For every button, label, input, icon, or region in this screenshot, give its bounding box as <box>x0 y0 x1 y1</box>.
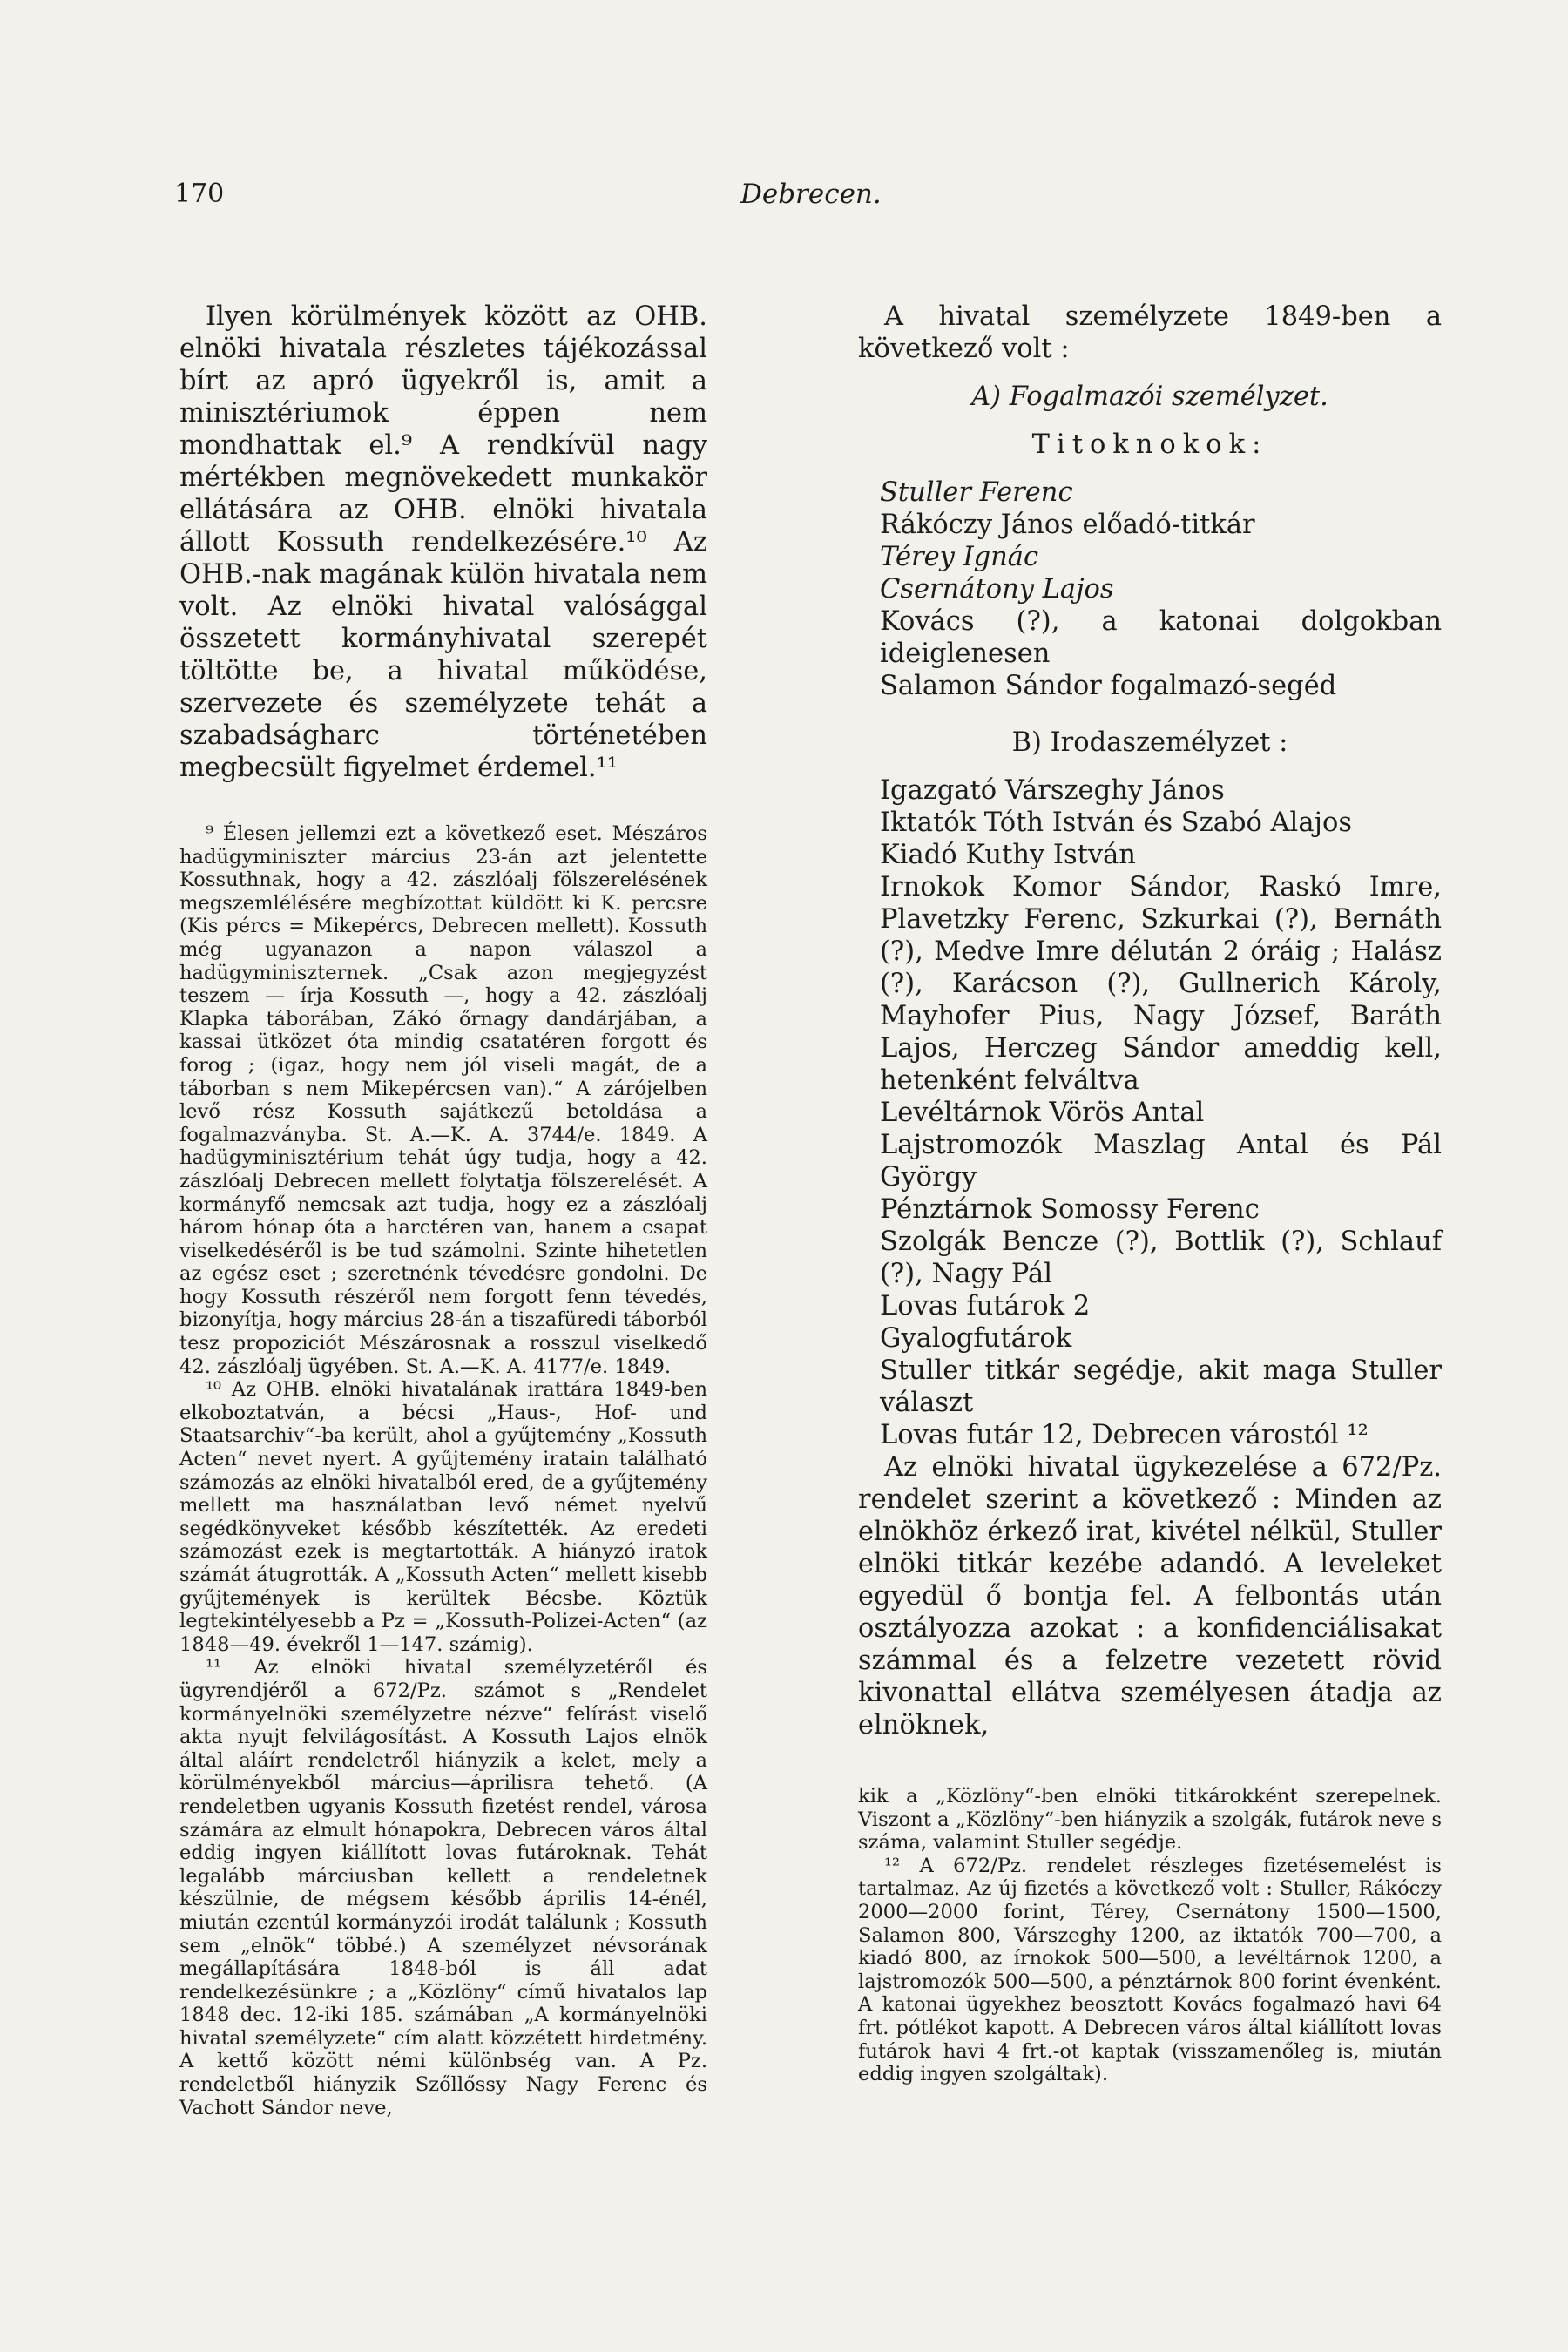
staff-intro: A hivatal személyzete 1849-ben a következő volt : <box>858 301 1442 364</box>
office-entry: Levéltárnok Vörös Antal <box>880 1098 1205 1128</box>
footnote-9: ⁹ Élesen jellemzi ezt a következő eset. Mészáros hadügyminiszter március 23-án azt jelentette Kossuthnak, hogy a 42. zászlóalj fölszerelésének megszemlélésére megbízottat küldött ki K. percsre (Kis pércs = Mikepércs, Debrecen mellett). Kossuth még ugyanazon a napon válaszol a hadügyminiszternek. „Csak azon megjegyzést teszem — írja Kossuth —, hogy a 42. zászlóalj Klapka táborában, Zákó őrnagy dandárjában, a kassai ütközet óta mindig csatatéren forgott és forog ; (igaz, hogy nem jól viseli magát, de a táborban s nem Mikepércsen van).“ A zárójelben levő rész Kossuth sajátkezű betoldása a fogalmazványba. St. A.—K. A. 3744/e. 1849. A hadügyminisztérium tehát úgy tudja, hogy a 42. zászlóalj Debrecen mellett folytatja fölszerelését. A kormányfő nemcsak azt tudja, hogy ez a zászlóalj három hónap óta a harctéren van, hanem a csapat viselkedéséről is be tud számolni. Szinte hihetetlen az egész eset ; szeretnénk tévedésre gondolni. De hogy Kossuth részéről nem forgott fenn tévedés, bizonyítja, hogy március 28-án a tiszafüredi táborból tesz propoziciót Mészárosnak a rosszul viselkedő 42. zászlóalj ügyében. St. A.—K. A. 4177/e. 1849. <box>179 822 707 1378</box>
left-column <box>179 301 707 2119</box>
office-entry: Lovas futárok 2 <box>880 1291 1091 1321</box>
section-a-list <box>858 476 1442 702</box>
page-number: 170 <box>174 179 225 209</box>
running-header <box>0 179 1568 213</box>
titoknokok-heading: Titoknokok: <box>1031 429 1268 460</box>
staff-entry: Rákóczy János előadó-titkár <box>880 510 1255 540</box>
section-b-list <box>858 774 1442 1451</box>
staff-entry: Stuller Ferenc <box>880 477 1073 508</box>
staff-entry: Kovács (?), a katonai dolgokban ideiglenesen <box>880 606 1442 669</box>
office-entry: Kiadó Kuthy István <box>880 840 1136 870</box>
office-entry: Igazgató Várszeghy János <box>880 775 1225 806</box>
right-column <box>858 301 1442 2086</box>
staff-entry: Salamon Sándor fogalmazó-segéd <box>880 671 1337 701</box>
footnote-11-continued: kik a „Közlöny“-ben elnöki titkárokként szerepelnek. Viszont a „Közlöny“-ben hiányzik a szolgák, futárok neve s száma, valamint Stuller segédje. <box>858 1785 1442 1855</box>
footnote-12: ¹² A 672/Pz. rendelet részleges fizetésemelést is tartalmaz. Az új fizetés a következő volt : Stuller, Rákóczy 2000—2000 forint, Térey, Csernátony 1500—1500, Salamon 800, Várszeghy 1200, az iktatók 700—700, a kiadó 800, az írnokok 500—500, a levéltárnok 1200, a lajstromozók 500—500, a pénztárnok 800 forint évenként. A katonai ügyekhez beosztott Kovács fogalmazó havi 64 frt. pótlékot kapott. A Debrecen város által kiállított lovas futárok havi 4 frt.-ot kaptak (visszamenőleg is, miután eddig ingyen szolgáltak). <box>858 1854 1442 2086</box>
staff-entry: Csernátony Lajos <box>880 574 1114 605</box>
office-entry: Lovas futár 12, Debrecen várostól ¹² <box>880 1420 1369 1450</box>
office-entry: Irnokok Komor Sándor, Raskó Imre, Plavetzky Ferenc, Szkurkai (?), Bernáth (?), Medve Imre délután 2 óráig ; Halász (?), Karácson (?), Gullnerich Károly, Mayhofer Pius, Nagy József, Baráth Lajos, Herczeg Sándor ameddig kell, hetenként felváltva <box>880 872 1442 1096</box>
main-paragraph: Ilyen körülmények között az OHB. elnöki hivatala részletes tájékozással bírt az apró ügyekről is, amit a minisztériumok éppen nem mondhattak el.⁹ A rendkívül nagy mértékben megnövekedett munkakör ellátására az OHB. elnöki hivatala állott Kossuth rendelkezésére.¹⁰ Az OHB.-nak magának külön hivatala nem volt. Az elnöki hivatal valósággal összetett kormányhivatal szerepét töltötte be, a hivatal működése, szervezete és személyzete tehát a szabadságharc történetében megbecsült figyelmet érdemel.¹¹ <box>179 301 707 783</box>
section-a-heading: A) Fogalmazói személyzet. <box>971 382 1328 412</box>
footnote-10: ¹⁰ Az OHB. elnöki hivatalának irattára 1849-ben elkoboztatván, a bécsi „Haus-, Hof- und Staatsarchiv“-ba került, ahol a gyűjtemény „Kossuth Acten“ nevet nyert. A gyűjtemény iratain található számozás az elnöki hivatalból ered, de a gyűjtemény mellett ma használatban levő német nyelvű segédkönyveket később készítették. Az eredeti számozást ezek is megtartották. A hiányzó iratok számát átugrották. A „Kossuth Acten“ mellett kisebb gyűjtemények is kerültek Bécsbe. Köztük legtekintélyesebb a Pz = „Kossuth-Polizei-Acten“ (az 1848—49. évekről 1—147. számig). <box>179 1378 707 1656</box>
footnote-11: ¹¹ Az elnöki hivatal személyzetéről és ügyrendjéről a 672/Pz. számot s „Rendelet kormányelnöki személyzetre nézve“ felírást viselő akta nyujt felvilágosítást. A Kossuth Lajos elnök által aláírt rendeletről hiányzik a kelet, mely a körülményekből március—áprilisra tehető. (A rendeletben ugyanis Kossuth fizetést rendel, városa számára az elmult hónapokra, Debrecen város által eddig ingyen kiállított lovas futároknak. Tehát legalább márciusban kellett a rendeletnek készülnie, de mégsem később április 14-énél, miután ezentúl kormányzói irodát találunk ; Kossuth sem „elnök“ többé.) A személyzet névsorának megállapítására 1848-ból is áll adat rendelkezésünkre ; a „Közlöny“ című hivatalos lap 1848 dec. 12-iki 185. számában „A kormányelnöki hivatal személyzete“ cím alatt közzétett hirdetmény. A kettő között némi különbség van. A Pz. rendeletből hiányzik Szőllőssy Nagy Ferenc és Vachott Sándor neve, <box>179 1656 707 2119</box>
staff-entry: Térey Ignác <box>880 542 1039 572</box>
running-title: Debrecen. <box>740 179 882 210</box>
section-b-heading: B) Irodaszemélyzet : <box>1011 727 1288 758</box>
administration-paragraph: Az elnöki hivatal ügykezelése a 672/Pz. rendelet szerint a következő : Minden az elnökhöz érkező irat, kivétel nélkül, Stuller elnöki titkár kezébe adandó. A leveleket egyedül ő bontja fel. A felbontás után osztályozza azokat : a konfidenciálisakat számmal és a felzetre vezetett rövid kivonattal ellátva személyesen átadja az elnöknek, <box>858 1452 1442 1740</box>
office-entry: Iktatók Tóth István és Szabó Alajos <box>880 808 1352 838</box>
office-entry: Gyalogfutárok <box>880 1323 1072 1354</box>
office-entry: Pénztárnok Somossy Ferenc <box>880 1194 1260 1225</box>
office-entry: Szolgák Bencze (?), Bottlik (?), Schlauf (?), Nagy Pál <box>880 1227 1442 1289</box>
office-entry: Lajstromozók Maszlag Antal és Pál György <box>880 1130 1442 1193</box>
office-entry: Stuller titkár segédje, akit maga Stuller választ <box>880 1355 1442 1418</box>
